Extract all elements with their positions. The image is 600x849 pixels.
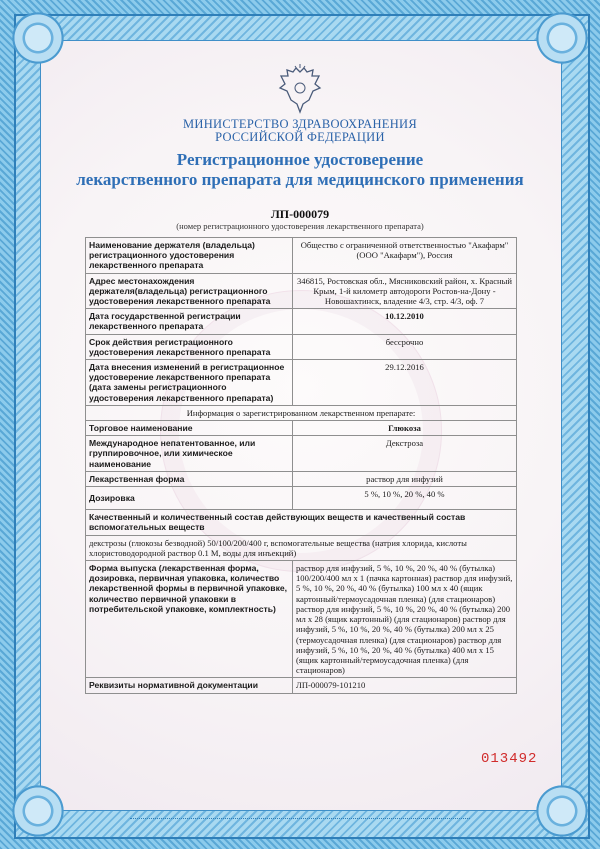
form-label: Лекарственная форма: [86, 471, 293, 486]
row-trade-name: [86, 421, 517, 436]
row-inn: [86, 436, 517, 472]
reg-date-label: Дата государственной регистрации лекарственного препарата: [86, 309, 293, 334]
composition-value: декстрозы (глюкозы безводной) 50/100/200/400 г, вспомогательные вещества (натрия хлорида, кислоты хлористоводородной раствор 0.1 М, воды для инъекций): [86, 535, 517, 560]
info-header: Информация о зарегистрированном лекарственном препарате:: [86, 405, 517, 420]
holder-name-label: Наименование держателя (владельца) регистрационного удостоверения лекарственного препарата: [86, 238, 293, 274]
holder-name-value: Общество с ограниченной ответственностью "Акафарм" (ООО "Акафарм"), Россия: [293, 238, 517, 274]
holder-address-label: Адрес местонахождения держателя(владельца) регистрационного удостоверения лекарственного препарата: [86, 273, 293, 309]
row-form: [86, 471, 517, 486]
corner-rosette-top-left: [8, 8, 68, 68]
trade-name-value: Глюкоза: [293, 421, 517, 436]
package-value: раствор для инфузий, 5 %, 10 %, 20 %, 40 % (бутылка) 100/200/400 мл x 1 (пачка картонная) раствор для инфузий, 5 %, 10 %, 20 %, 40 % (бутылка) 100 мл x 40 (ящик картонный/термоусадочная пленка) (для стационаров) раствор для инфузий, 5 %, 10 %, 20 %, 40 % (бутылка) 200 мл x 28 (ящик картонный) (для стационаров) раствор для инфузий, 5 %, 10 %, 20 %, 40 % (бутылка) 200 мл x 25 (термоусадочная пленка) (для стационаров) раствор для инфузий, 5 %, 10 %, 20 %, 40 % (бутылка) 400 мл x 15 (ящик картонный/термоусадочная пленка) (для стационаров): [293, 561, 517, 678]
row-holder-name: [86, 238, 517, 274]
package-label: Форма выпуска (лекарственная форма, дозировка, первичная упаковка, количество лекарственной формы в первичной упаковке, количество первичной упаковки в потребительской упаковке, комплектность): [86, 561, 293, 678]
row-info-header: [86, 405, 517, 420]
trade-name-label: Торговое наименование: [86, 421, 293, 436]
row-dosage: [86, 487, 517, 510]
row-holder-address: [86, 273, 517, 309]
validity-value: бессрочно: [293, 334, 517, 359]
row-norm-doc: [86, 678, 517, 693]
dosage-label: Дозировка: [86, 487, 293, 510]
changes-date-value: 29.12.2016: [293, 360, 517, 406]
changes-date-label: Дата внесения изменений в регистрационное удостоверение лекарственного препарата (дата замены регистрационного удостоверения лекарственного препарата): [86, 360, 293, 406]
title-line-1: Регистрационное удостоверение: [176, 150, 424, 169]
footer-microprint: [130, 818, 470, 825]
row-package: [86, 561, 517, 678]
ministry-line-1: МИНИСТЕРСТВО ЗДРАВООХРАНЕНИЯ: [182, 117, 418, 131]
registration-number-caption: (номер регистрационного удостоверения лекарственного препарата): [176, 221, 424, 231]
row-composition-label: [86, 510, 517, 535]
corner-rosette-bottom-right: [532, 781, 592, 841]
registration-number: ЛП-000079: [270, 207, 330, 221]
corner-rosette-top-right: [532, 8, 592, 68]
corner-rosette-bottom-left: [8, 781, 68, 841]
registration-table: [85, 237, 517, 694]
reg-date-value: 10.12.2010: [293, 309, 517, 334]
validity-label: Срок действия регистрационного удостоверения лекарственного препарата: [86, 334, 293, 359]
form-value: раствор для инфузий: [293, 471, 517, 486]
row-changes-date: [86, 360, 517, 406]
row-composition-value: [86, 535, 517, 560]
holder-address-value: 346815, Ростовская обл., Мясниковский район, х. Красный Крым, 1-й километр автодороги Ростов-на-Дону - Новошахтинск, владение 4/3, стр. 4/3, оф. 7: [293, 273, 517, 309]
double-headed-eagle-emblem-icon: [277, 64, 323, 114]
inn-value: Декстроза: [293, 436, 517, 472]
serial-number: 013492: [481, 751, 538, 767]
row-reg-date: [86, 309, 517, 334]
dosage-value: 5 %, 10 %, 20 %, 40 %: [293, 487, 517, 510]
norm-doc-value: ЛП-000079-101210: [293, 678, 517, 693]
title-line-2: лекарственного препарата для медицинского применения: [76, 170, 524, 189]
inn-label: Международное непатентованное, или группировочное, или химическое наименование: [86, 436, 293, 472]
row-validity: [86, 334, 517, 359]
norm-doc-label: Реквизиты нормативной документации: [86, 678, 293, 693]
composition-label: Качественный и количественный состав действующих веществ и качественный состав вспомогательных веществ: [86, 510, 517, 535]
ministry-line-2: РОССИЙСКОЙ ФЕДЕРАЦИИ: [215, 130, 385, 144]
